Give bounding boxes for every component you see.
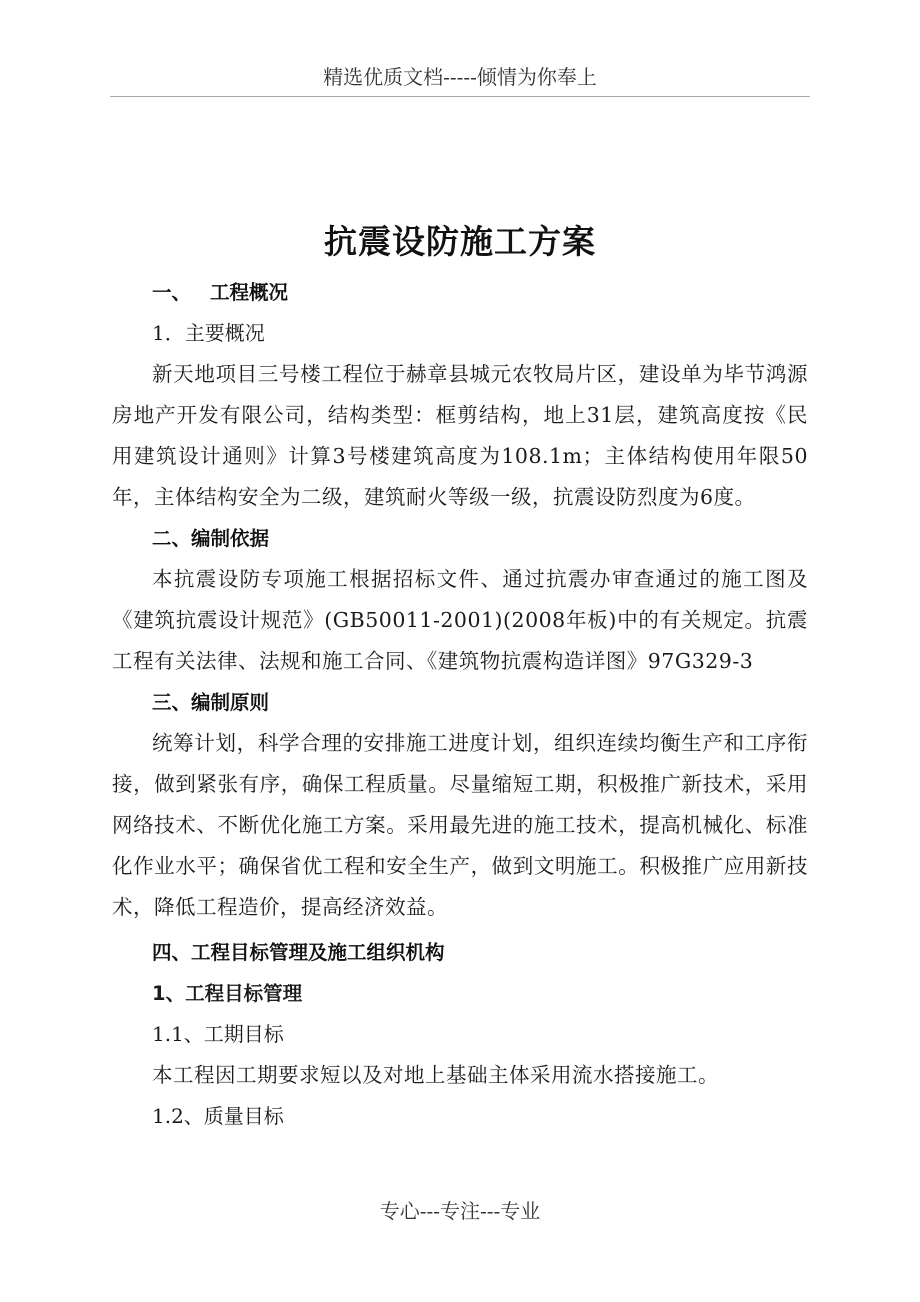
section-3-heading: 三、编制原则 (152, 691, 270, 714)
section-4-1-2-heading: 1.2、质量目标 (152, 1104, 284, 1128)
section-4-1-1-heading: 1.1、工期目标 (152, 1022, 284, 1046)
section-4-heading: 四、工程目标管理及施工组织机构 (152, 941, 445, 964)
header-divider (110, 96, 810, 97)
section-3-paragraph: 统筹计划，科学合理的安排施工进度计划，组织连续均衡生产和工序衔接，做到紧张有序，确保工程质量。尽量缩短工期，积极推广新技术，采用网络技术、不断优化施工方案。采用最先进的施工技术，提高机械化、标准化作业水平；确保省优工程和安全生产，做到文明施工。积极推广应用新技术，降低工程造价，提高经济效益。 (112, 731, 808, 919)
document-body (112, 272, 808, 1137)
page-footer: 专心---专注---专业 (379, 1199, 541, 1223)
document-title: 抗震设防施工方案 (324, 222, 596, 261)
section-1-paragraph: 新天地项目三号楼工程位于赫章县城元农牧局片区，建设单为毕节鸿源房地产开发有限公司，结构类型：框剪结构，地上31层，建筑高度按《民用建筑设计通则》计算3号楼建筑高度为108.1m；主体结构使用年限50年，主体结构安全为二级，建筑耐火等级一级，抗震设防烈度为6度。 (112, 362, 808, 509)
section-2-heading: 二、编制依据 (152, 527, 270, 550)
page-header: 精选优质文档-----倾情为你奉上 (323, 65, 597, 89)
section-1-number: 一、 (152, 281, 192, 304)
section-1-title: 工程概况 (210, 281, 289, 304)
section-1-heading (112, 272, 808, 313)
section-2-paragraph: 本抗震设防专项施工根据招标文件、通过抗震办审查通过的施工图及《建筑抗震设计规范》(GB50011-2001)(2008年板)中的有关规定。抗震工程有关法律、法规和施工合同、《建筑物抗震构造详图》97G329-3 (112, 567, 808, 673)
section-4-subheading: 1、工程目标管理 (152, 982, 303, 1005)
section-1-subheading: 1．主要概况 (152, 321, 265, 345)
section-4-1-1-paragraph: 本工程因工期要求短以及对地上基础主体采用流水搭接施工。 (152, 1063, 719, 1087)
